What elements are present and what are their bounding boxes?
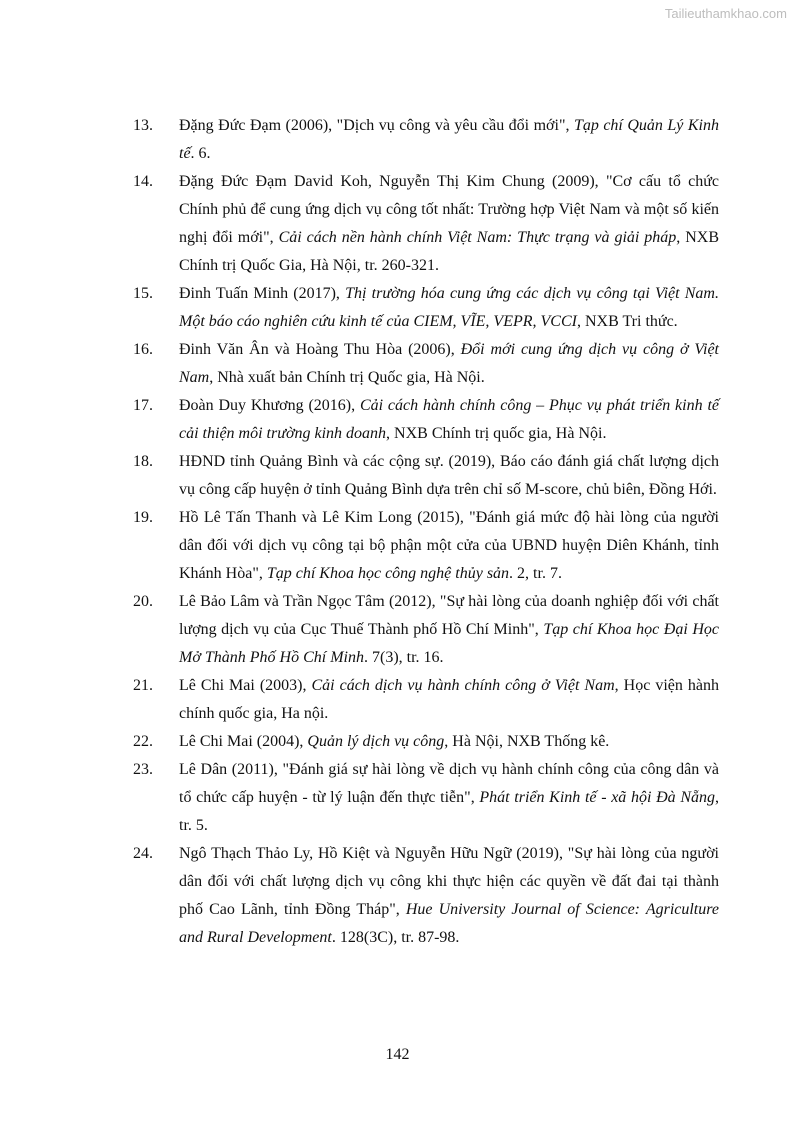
reference-text-part: . 2, tr. 7. (509, 565, 562, 582)
reference-text-part: Ngô Thạch Thảo Ly, Hồ Kiệt và Nguyễn Hữu Ngữ (2019), "Sự hài lòng của người dân đối với chất lượng dịch vụ công khi thực hiện các quyền về đất đai tại thành phố Cao Lãnh, tỉnh Đồng Tháp", (179, 845, 719, 918)
reference-number: 24. (133, 845, 153, 862)
reference-text (179, 336, 719, 392)
reference-number: 16. (133, 341, 153, 358)
reference-title-italic: Tạp chí Khoa học Đại Học Mở Thành Phố Hồ Chí Minh (179, 621, 720, 666)
reference-text-part: Đoàn Duy Khương (2016), (179, 397, 360, 414)
reference-text (179, 728, 719, 756)
reference-text-part: Lê Bảo Lâm và Trần Ngọc Tâm (2012), "Sự hài lòng của doanh nghiệp đối với chất lượng dịch vụ của Cục Thuế Thành phố Hồ Chí Minh", (179, 593, 719, 638)
reference-number: 22. (133, 733, 153, 750)
reference-text-part: Đinh Tuấn Minh (2017), (179, 285, 346, 302)
reference-title-italic: Cải cách nền hành chính Việt Nam: Thực trạng và giải pháp (278, 229, 677, 246)
reference-list (133, 112, 719, 952)
reference-title-italic: Cải cách hành chính công – Phục vụ phát triển kinh tế cải thiện môi trường kinh doanh (179, 397, 719, 442)
reference-text-part: , Học viện hành chính quốc gia, Ha nội. (179, 677, 720, 722)
reference-text (179, 840, 719, 952)
reference-number: 15. (133, 285, 153, 302)
reference-item (133, 756, 719, 840)
reference-item (133, 168, 719, 280)
reference-item (133, 504, 719, 588)
reference-text (179, 280, 719, 336)
reference-text (179, 504, 719, 588)
reference-text-part: , Nhà xuất bản Chính trị Quốc gia, Hà Nội. (209, 369, 485, 386)
reference-title-italic: Phát triển Kinh tế - xã hội Đà Nẵng (479, 789, 716, 806)
reference-item (133, 588, 719, 672)
reference-text (179, 392, 719, 448)
reference-number: 18. (133, 453, 153, 470)
reference-item (133, 280, 719, 336)
reference-number: 19. (133, 509, 153, 526)
page-number: 142 (385, 1046, 410, 1063)
reference-text (179, 448, 719, 504)
reference-number: 13. (133, 117, 153, 134)
reference-text-part: , NXB Chính trị quốc gia, Hà Nội. (386, 425, 607, 442)
reference-title-italic: Tạp chí Quản Lý Kinh tế (179, 117, 719, 162)
reference-item (133, 672, 719, 728)
reference-text (179, 588, 719, 672)
reference-text-part: Đặng Đức Đạm (2006), "Dịch vụ công và yêu cầu đổi mới", (179, 117, 574, 134)
reference-item (133, 728, 719, 756)
reference-item (133, 112, 719, 168)
reference-item (133, 840, 719, 952)
reference-text (179, 168, 719, 280)
reference-title-italic: Tạp chí Khoa học công nghệ thủy sản (266, 565, 510, 582)
reference-title-italic: Quản lý dịch vụ công (307, 733, 445, 750)
reference-text-part: . 128(3C), tr. 87-98. (331, 929, 460, 946)
reference-text-part: Lê Chi Mai (2004), (179, 733, 308, 750)
reference-text (179, 672, 719, 728)
reference-text-part: . 6. (190, 145, 211, 162)
reference-text (179, 112, 719, 168)
reference-text-part: , NXB Tri thức. (576, 313, 678, 330)
reference-title-italic: Đổi mới cung ứng dịch vụ công ở Việt Nam (179, 341, 719, 386)
reference-text (179, 756, 719, 840)
reference-number: 14. (133, 173, 153, 190)
reference-text-part: Hồ Lê Tấn Thanh và Lê Kim Long (2015), "Đánh giá mức độ hài lòng của người dân đối với dịch vụ công tại bộ phận một cửa của UBND huyện Diên Khánh, tỉnh Khánh Hòa", (179, 509, 719, 582)
reference-number: 17. (133, 397, 153, 414)
reference-text-part: , Hà Nội, NXB Thống kê. (444, 733, 610, 750)
reference-item (133, 392, 719, 448)
reference-number: 21. (133, 677, 153, 694)
reference-text-part: Lê Dân (2011), "Đánh giá sự hài lòng về dịch vụ hành chính công của công dân và tổ chức cấp huyện - từ lý luận đến thực tiễn", (179, 761, 719, 806)
reference-item (133, 336, 719, 392)
reference-title-italic: Thị trường hóa cung ứng các dịch vụ công tại Việt Nam. Một báo cáo nghiên cứu kinh tế của CIEM, VĨE, VEPR, VCCI (179, 285, 719, 330)
reference-number: 20. (133, 593, 153, 610)
reference-text-part: Đinh Văn Ân và Hoàng Thu Hòa (2006), (179, 341, 461, 358)
reference-text-part: . 7(3), tr. 16. (363, 649, 444, 666)
reference-text-part: , tr. 5. (179, 789, 720, 834)
watermark: Tailieuthamkhao.com (664, 6, 787, 21)
reference-text-part: Lê Chi Mai (2003), (179, 677, 312, 694)
reference-item (133, 448, 719, 504)
reference-text-part: Đặng Đức Đạm David Koh, Nguyễn Thị Kim Chung (2009), "Cơ cấu tổ chức Chính phủ để cung ứng dịch vụ công tốt nhất: Trường hợp Việt Nam và một số kiến nghị đổi mới", (179, 173, 719, 246)
reference-text-part: , NXB Chính trị Quốc Gia, Hà Nội, tr. 260-321. (179, 229, 719, 274)
reference-number: 23. (133, 761, 153, 778)
reference-text-part: HĐND tỉnh Quảng Bình và các cộng sự. (2019), Báo cáo đánh giá chất lượng dịch vụ công cấp huyện ở tỉnh Quảng Bình dựa trên chỉ số M-score, chủ biên, Đồng Hới. (179, 453, 719, 498)
reference-title-italic: Hue University Journal of Science: Agriculture and Rural Development (179, 901, 719, 946)
reference-title-italic: Cải cách dịch vụ hành chính công ở Việt Nam (311, 677, 615, 694)
